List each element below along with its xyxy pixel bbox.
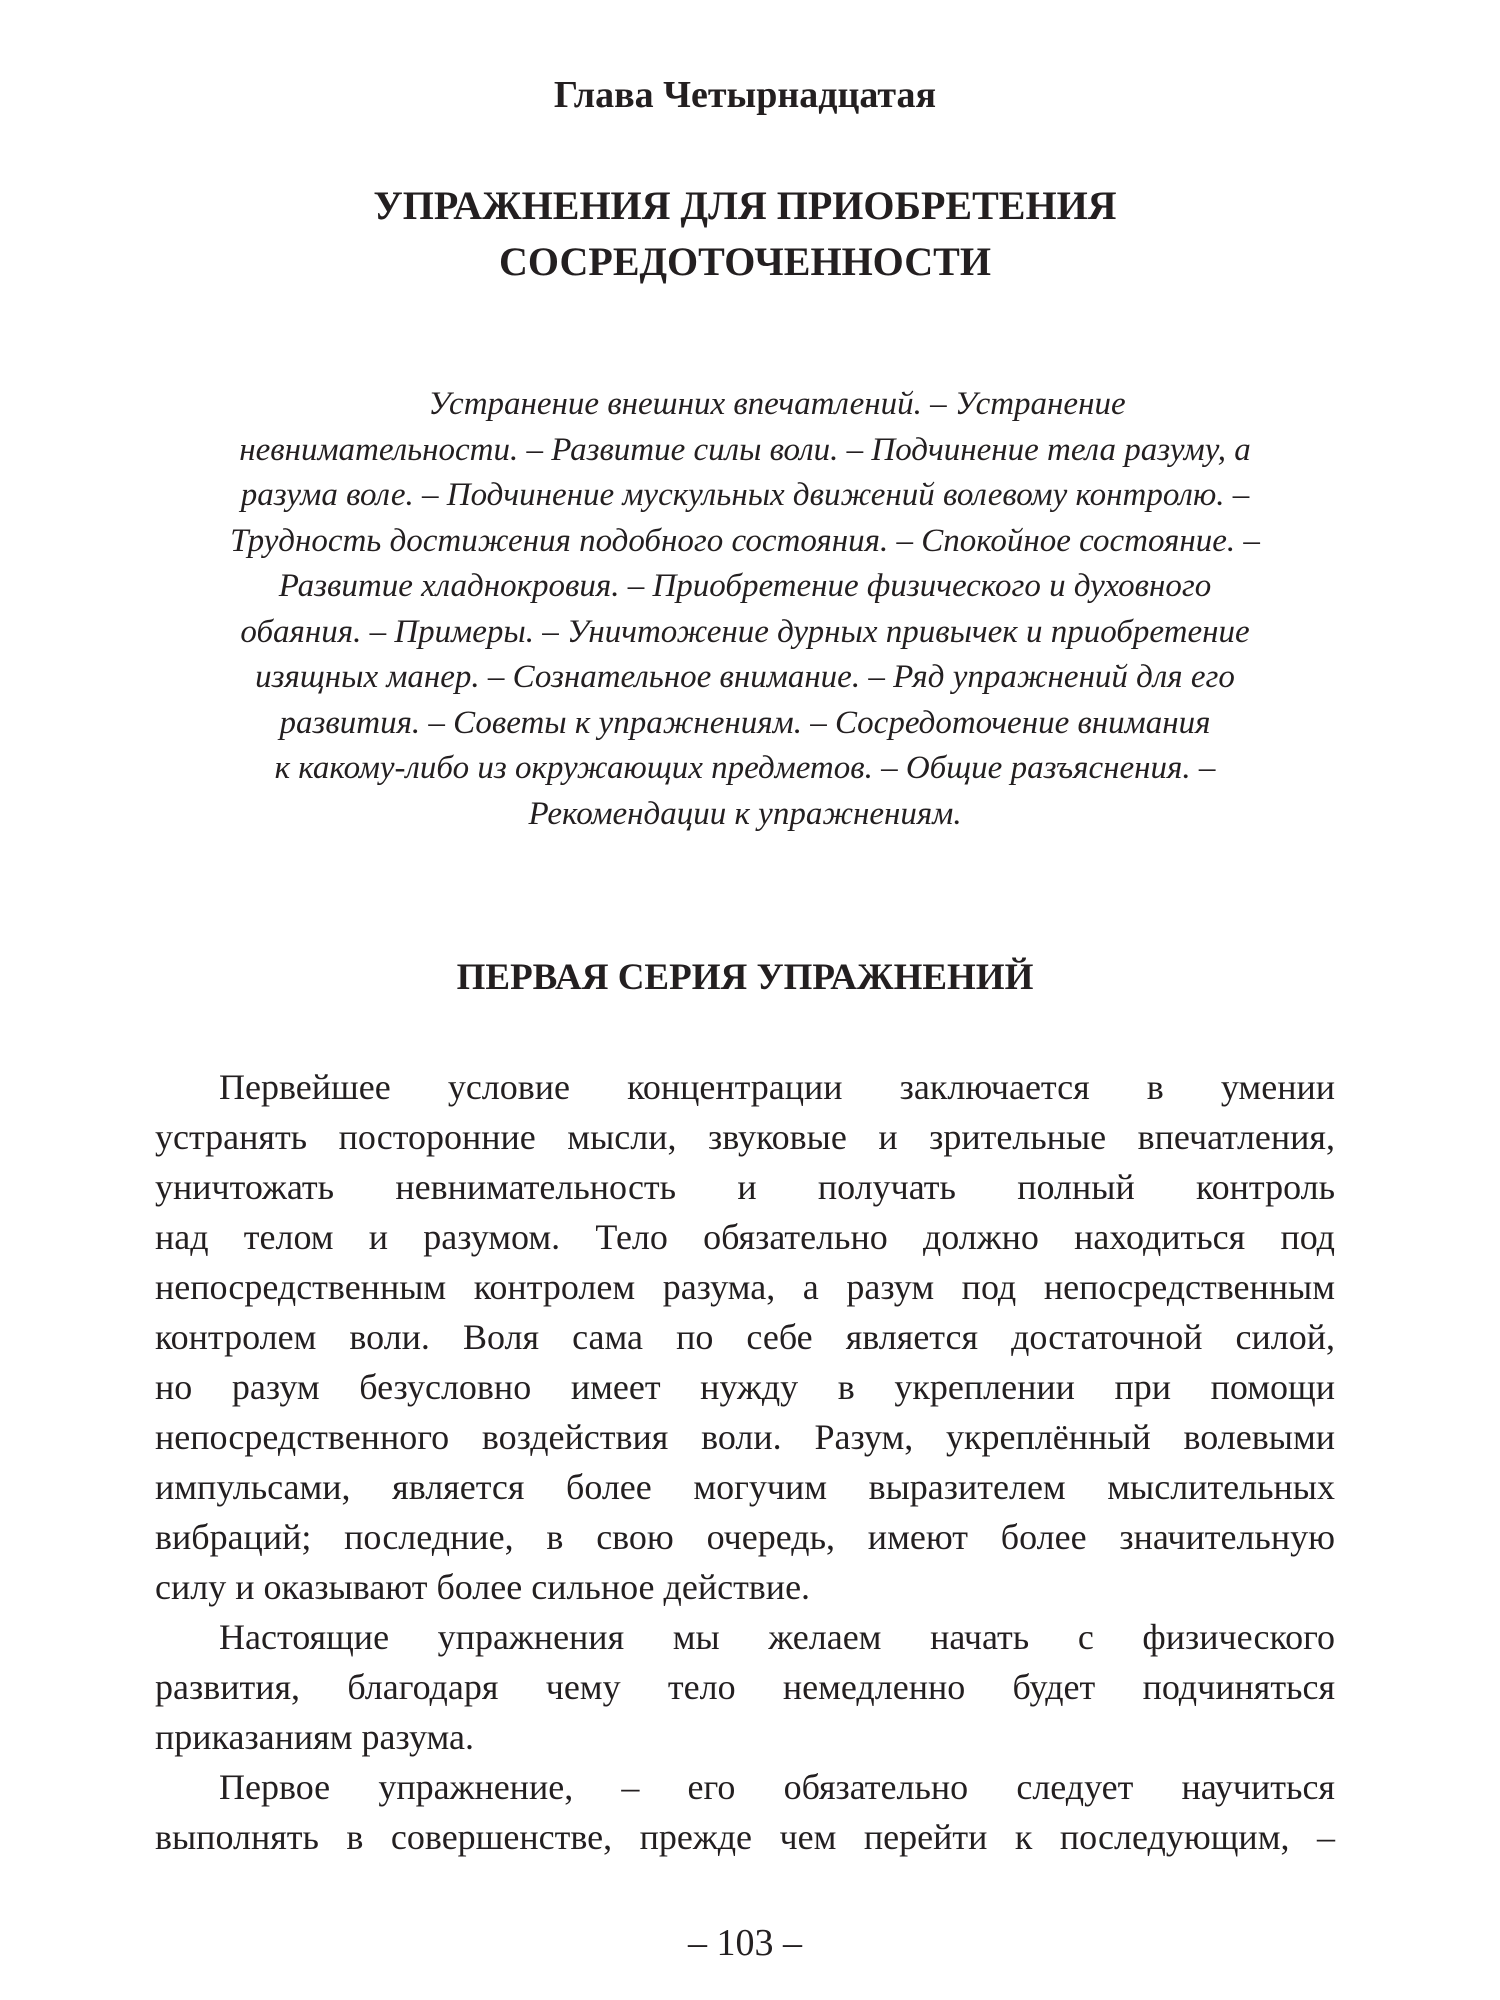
- synopsis-line: обаяния. – Примеры. – Уничтожение дурных привычек и приобретение: [240, 613, 1250, 650]
- synopsis-line: Устранение внешних впечатлений. – Устранение: [428, 386, 1126, 422]
- synopsis-line: разума воле. – Подчинение мускульных движений волевому контролю. –: [240, 477, 1250, 513]
- body-text: [155, 1062, 1335, 1862]
- synopsis-line: невнимательности. – Развитие силы воли. – Подчинение тела разуму, а: [239, 431, 1251, 468]
- synopsis-line: Рекомендации к упражнениям.: [528, 795, 962, 832]
- text-line: Настоящие упражнения мы желаем начать с физического: [219, 1617, 1335, 1657]
- book-page: [155, 0, 1335, 2000]
- text-line: Первейшее условие концентрации заключается в умении: [219, 1067, 1335, 1107]
- synopsis-line: Развитие хладнокровия. – Приобретение физического и духовного: [278, 568, 1212, 604]
- paragraph: [155, 1612, 1335, 1762]
- page-number: – 103 –: [688, 1922, 802, 1964]
- chapter-synopsis: [155, 382, 1335, 837]
- text-line: вибраций; последние, в свою очередь, имеют более значительную: [155, 1517, 1335, 1557]
- text-line: но разум безусловно имеет нужду в укреплении при помощи: [155, 1367, 1335, 1407]
- text-line: непосредственным контролем разума, а разум под непосредственным: [155, 1267, 1335, 1307]
- chapter-label: Глава Четырнадцатая: [553, 74, 937, 116]
- text-line: непосредственного воздействия воли. Разум, укреплённый волевыми: [155, 1417, 1335, 1457]
- synopsis-line: к какому-либо из окружающих предметов. – Общие разъяснения. –: [274, 750, 1216, 786]
- paragraph: [155, 1762, 1335, 1862]
- text-line: развития, благодаря чему тело немедленно будет подчиняться: [155, 1667, 1335, 1707]
- text-line: приказаниям разума.: [155, 1717, 475, 1757]
- synopsis-line: развития. – Советы к упражнениям. – Сосредоточение внимания: [279, 704, 1211, 741]
- section-title: ПЕРВАЯ СЕРИЯ УПРАЖНЕНИЙ: [456, 957, 1034, 998]
- text-line: контролем воли. Воля сама по себе является достаточной силой,: [155, 1317, 1335, 1357]
- text-line: выполнять в совершенстве, прежде чем перейти к последующим, –: [155, 1817, 1335, 1857]
- text-line: устранять посторонние мысли, звуковые и зрительные впечатления,: [155, 1117, 1335, 1157]
- synopsis-line: изящных манер. – Сознательное внимание. – Ряд упражнений для его: [255, 659, 1235, 695]
- paragraph: [155, 1062, 1335, 1612]
- chapter-title: [155, 178, 1335, 290]
- chapter-title-line: УПРАЖНЕНИЯ ДЛЯ ПРИОБРЕТЕНИЯ: [373, 183, 1117, 228]
- chapter-title-line: СОСРЕДОТОЧЕННОСТИ: [499, 239, 991, 284]
- text-line: импульсами, является более могучим выразителем мыслительных: [155, 1467, 1335, 1507]
- synopsis-line: Трудность достижения подобного состояния. – Спокойное состояние. –: [230, 522, 1260, 559]
- text-line: над телом и разумом. Тело обязательно должно находиться под: [155, 1217, 1335, 1257]
- text-line: уничтожать невнимательность и получать полный контроль: [155, 1167, 1335, 1207]
- text-line: Первое упражнение, – его обязательно следует научиться: [219, 1767, 1335, 1807]
- text-line: силу и оказывают более сильное действие.: [155, 1567, 811, 1607]
